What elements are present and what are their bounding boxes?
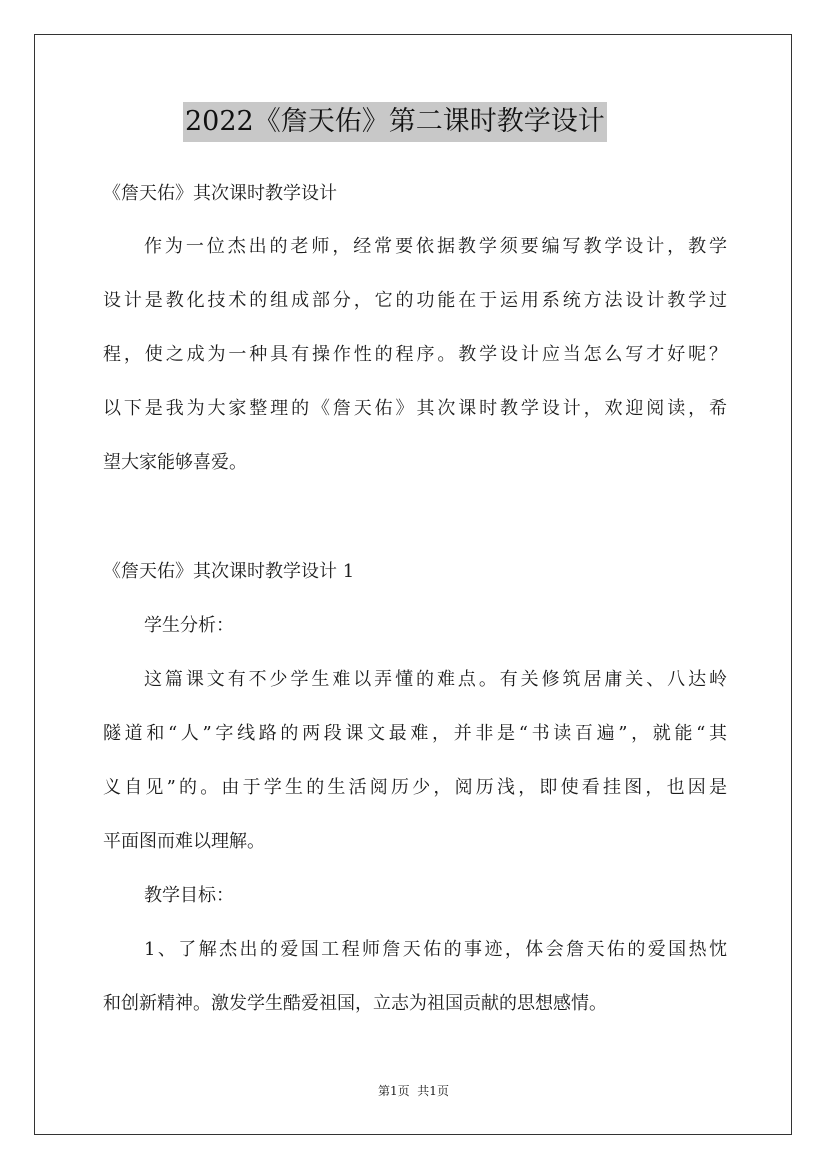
page-footer [0, 1083, 827, 1099]
analysis-line-2: 隧道和“人”字线路的两段课文最难，并非是“书读百遍”，就能“其 [103, 723, 727, 744]
analysis-line-4: 平面图而难以理解。 [103, 831, 265, 852]
intro-line-1: 作为一位杰出的老师，经常要依据教学须要编写教学设计，教学 [144, 236, 727, 257]
student-analysis-label: 学生分析： [144, 615, 234, 636]
intro-line-5: 望大家能够喜爱。 [103, 452, 247, 473]
section-heading: 《詹天佑》其次课时教学设计 1 [103, 561, 355, 582]
intro-line-3: 程，使之成为一种具有操作性的程序。教学设计应当怎么写才好呢？ [103, 344, 727, 365]
objectives-label: 教学目标： [144, 885, 234, 906]
objective-line-2: 和创新精神。激发学生酷爱祖国，立志为祖国贡献的思想感情。 [103, 993, 607, 1014]
objective-line-1: 1、了解杰出的爱国工程师詹天佑的事迹，体会詹天佑的爱国热忱 [144, 939, 727, 960]
document-title: 2022《詹天佑》第二课时教学设计 [183, 102, 607, 142]
analysis-line-3: 义自见”的。由于学生的生活阅历少，阅历浅，即使看挂图，也因是 [103, 777, 727, 798]
document-subtitle: 《詹天佑》其次课时教学设计 [103, 183, 337, 204]
page-number: 第1页 共1页 [378, 1084, 449, 1098]
intro-line-2: 设计是教化技术的组成部分，它的功能在于运用系统方法设计教学过 [103, 290, 727, 311]
intro-line-4: 以下是我为大家整理的《詹天佑》其次课时教学设计，欢迎阅读，希 [103, 398, 727, 419]
analysis-line-1: 这篇课文有不少学生难以弄懂的难点。有关修筑居庸关、八达岭 [144, 669, 727, 690]
